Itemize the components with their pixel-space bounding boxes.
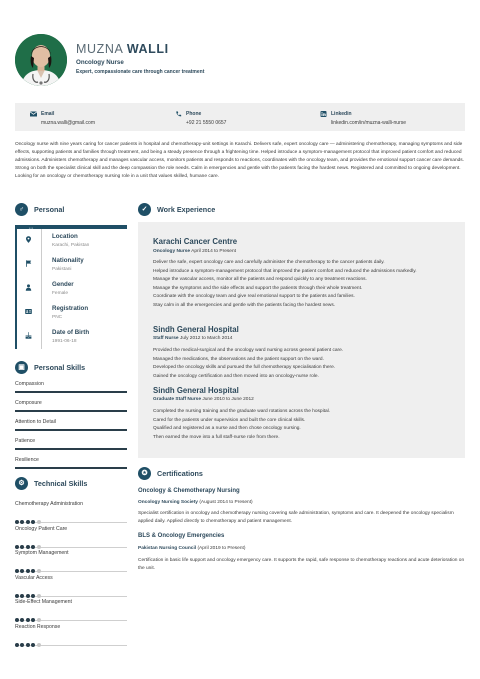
job-bullet: Managed the medications, the observations and the patient support on the ward. <box>153 356 324 362</box>
certificate-icon: ✪ <box>138 467 151 480</box>
gender-value: Female <box>52 291 68 296</box>
personal-skill-item <box>15 434 127 450</box>
job-role-line <box>153 336 232 341</box>
nationality-value: Pakistani <box>52 267 72 272</box>
certification-org-line <box>138 546 245 551</box>
job-employer: Sindh General Hospital <box>153 386 239 395</box>
phone-value[interactable]: +92 21 5550 0657 <box>186 120 227 126</box>
person-icon <box>25 284 32 291</box>
technical-skill-label: Vascular Access <box>15 574 53 581</box>
job-role-line <box>153 397 254 402</box>
dob-value: 1991-06-18 <box>52 339 77 344</box>
job-bullet: Provided the medical-surgical and the oncology ward nursing across general patient care. <box>153 348 344 353</box>
linkedin-value[interactable]: linkedin.com/in/muzna-walli-nurse <box>331 120 407 126</box>
personal-row-registration <box>15 302 127 326</box>
personal-skill-label: Resilience <box>15 457 39 463</box>
job-bullet: Then earned the move into a full staff-nurse role from there. <box>153 434 280 440</box>
email-value[interactable]: muzna.walli@gmail.com <box>41 120 95 126</box>
gender-label: Gender <box>52 281 74 288</box>
technical-skill-label: Symptom Management <box>15 550 69 556</box>
technical-skill-item <box>15 573 127 597</box>
id-card-icon <box>25 308 32 315</box>
personal-skill-label: Compassion <box>15 381 44 387</box>
cake-icon <box>25 332 32 339</box>
email-label: Email <box>41 111 55 117</box>
technical-skill-label: Oncology Patient Care <box>15 525 68 532</box>
certifications-heading <box>138 467 465 481</box>
skill-rating <box>15 634 42 652</box>
personal-heading-label: Personal <box>34 205 65 214</box>
job-dates: June 2010 to June 2012 <box>202 397 254 402</box>
personal-row-location <box>15 230 127 254</box>
job-bullet: Cared for the patients under supervision and built the core clinical skills. <box>153 417 306 423</box>
work-experience-panel <box>138 222 465 458</box>
technical-skill-item <box>15 597 127 621</box>
contact-bar <box>15 103 465 131</box>
location-label: Location <box>52 233 78 240</box>
job-description <box>153 347 458 381</box>
check-badge-icon: ✓ <box>138 203 151 216</box>
profile-summary: Oncology nurse with nine years caring for cancer patients in hospital and chemotherapy-unit settings in Karachi. Delivers safe, expert oncology care — administering chemotherapy, managing symptoms and side effects, supporting patients and families through treatment, and being a steady presence through a frightening time. Helped introduce a symptom-management protocol that improved patient comfort and reduced admissions. Administers chemotherapy and manages vascular access, monitors patients and responds to reactions, coordinates with the oncology team, and provides the emotional support cancer care demands. Strong on both the specialist clinical skill and the deep compassion the role needs. Calm in emergencies and gentle with the patients facing the hardest news. Registered and committed to ongoing development. Looking for an oncology or chemotherapy nursing role in a unit that values skilled, humane care. <box>15 142 465 179</box>
toolbox-icon: ▣ <box>15 361 28 374</box>
certification-description: Certification in basic life support and oncology emergency care. It supports the rapid, safe response to chemotherapy reactions and acute deterioration on the unit. <box>138 558 465 572</box>
job-bullet: Deliver the safe, expert oncology care and carefully administer the chemotherapy to the cancer patients daily. <box>153 260 385 265</box>
rating-dot-filled <box>15 643 19 647</box>
job-bullet: Stay calm in all the emergencies and gentle with the patients facing the hardest news. <box>153 302 336 308</box>
personal-skills-heading <box>15 361 127 375</box>
job-title: Oncology Nurse <box>76 59 124 66</box>
job-dates: July 2012 to March 2014 <box>179 336 233 341</box>
work-heading-label: Work Experience <box>157 205 216 214</box>
gender-icon: ♂ <box>15 203 28 216</box>
job-bullet: Completed the nursing training and the graduate ward rotations across the hospital. <box>153 409 331 414</box>
phone-label: Phone <box>186 111 202 117</box>
location-pin-icon <box>25 236 32 243</box>
registration-label: Registration <box>52 305 89 312</box>
personal-skill-item <box>15 453 127 469</box>
technical-skill-item <box>15 499 127 523</box>
registration-value: PNC <box>52 315 63 320</box>
phone-icon <box>175 111 182 117</box>
technical-skill-item <box>15 622 127 646</box>
full-name <box>76 42 169 56</box>
rating-dot-filled <box>31 643 35 647</box>
technical-skill-label: Reaction Response <box>15 623 61 630</box>
personal-row-dob <box>15 326 127 350</box>
technical-skill-label: Chemotherapy Administration <box>15 501 84 507</box>
job-role-line <box>153 249 236 254</box>
mail-icon <box>30 111 37 117</box>
job-bullet: Qualified and registered as a nurse and then chose oncology nursing. <box>153 426 301 432</box>
gear-icon: ⚙ <box>15 477 28 490</box>
technical-skill-item <box>15 524 127 548</box>
personal-skill-item <box>15 377 127 393</box>
rating-dot-filled <box>26 643 30 647</box>
linkedin-label: Linkedin <box>331 111 352 117</box>
job-bullet: Helped introduce a symptom-management protocol that improved the patient comfort and reduced the admissions markedly. <box>153 268 417 274</box>
dob-label: Date of Birth <box>52 329 90 336</box>
personal-skill-item <box>15 396 127 412</box>
last-name: WALLI <box>126 42 169 56</box>
personal-row-gender <box>15 278 127 302</box>
first-name: MUZNA <box>76 42 123 56</box>
job-bullet: Developed the oncology skills and pursued the full chemotherapy specialisation there. <box>153 365 336 371</box>
certification-org: Oncology Nursing Society <box>138 500 198 505</box>
rating-dot-filled <box>20 643 24 647</box>
job-bullet: Manage the vascular access, monitor all the patients and respond quickly to any treatment reactions. <box>153 277 367 283</box>
profile-photo <box>15 34 67 86</box>
certification-description: Specialist certification in oncology and chemotherapy nursing covering safe administration, symptoms and care. It deepened the oncology specialism applied daily. Applied directly to chemotherapy and patient management. <box>138 511 454 525</box>
job-role: Graduate Staff Nurse <box>153 397 201 402</box>
job-bullet: Gained the oncology certification and then moved into an oncology-nurse role. <box>153 373 319 379</box>
technical-skills-heading-label: Technical Skills <box>34 479 88 488</box>
certification-org: Pakistan Nursing Council <box>138 546 197 551</box>
flag-icon <box>25 260 32 267</box>
personal-skills-heading-label: Personal Skills <box>34 363 86 372</box>
certification-dates: (April 2019 to Present) <box>197 546 246 551</box>
personal-panel <box>15 225 127 349</box>
job-bullet: Coordinate with the oncology team and give real emotional support to the patients and families. <box>153 294 355 300</box>
personal-heading <box>15 203 127 217</box>
linkedin-icon <box>320 111 327 117</box>
certification-dates: (August 2014 to Present) <box>199 500 253 505</box>
technical-skill-label: Side-Effect Management <box>15 599 72 605</box>
technical-skill-item <box>15 548 127 572</box>
resume-header <box>15 34 465 86</box>
certification-org-line <box>138 500 253 505</box>
personal-skill-label: Patience <box>15 438 36 444</box>
job-bullet: Manage the symptoms and the side effects and support the patients through their whole treatment. <box>153 285 363 291</box>
job-role: Staff Nurse <box>153 336 179 341</box>
personal-panel-dots: ••• <box>29 226 34 230</box>
nationality-label: Nationality <box>52 257 84 264</box>
job-role: Oncology Nurse <box>153 249 191 254</box>
personal-skill-label: Attention to Detail <box>15 419 56 425</box>
certifications-heading-label: Certifications <box>157 469 203 478</box>
job-employer: Karachi Cancer Centre <box>153 237 238 246</box>
tagline: Expert, compassionate care through cancer treatment <box>76 69 205 75</box>
personal-skill-item <box>15 415 127 431</box>
personal-skill-label: Composure <box>15 400 42 406</box>
job-description <box>153 259 458 311</box>
location-value: Karachi, Pakistan <box>52 243 90 248</box>
work-heading <box>138 203 465 217</box>
job-employer: Sindh General Hospital <box>153 325 239 334</box>
personal-row-nationality <box>15 254 127 278</box>
job-description <box>153 408 458 442</box>
certification-name: BLS & Oncology Emergencies <box>138 533 225 539</box>
certification-name: Oncology & Chemotherapy Nursing <box>138 488 240 494</box>
technical-skills-heading <box>15 477 127 491</box>
job-dates: April 2014 to Present <box>191 249 236 254</box>
rating-dot-empty <box>37 643 41 647</box>
